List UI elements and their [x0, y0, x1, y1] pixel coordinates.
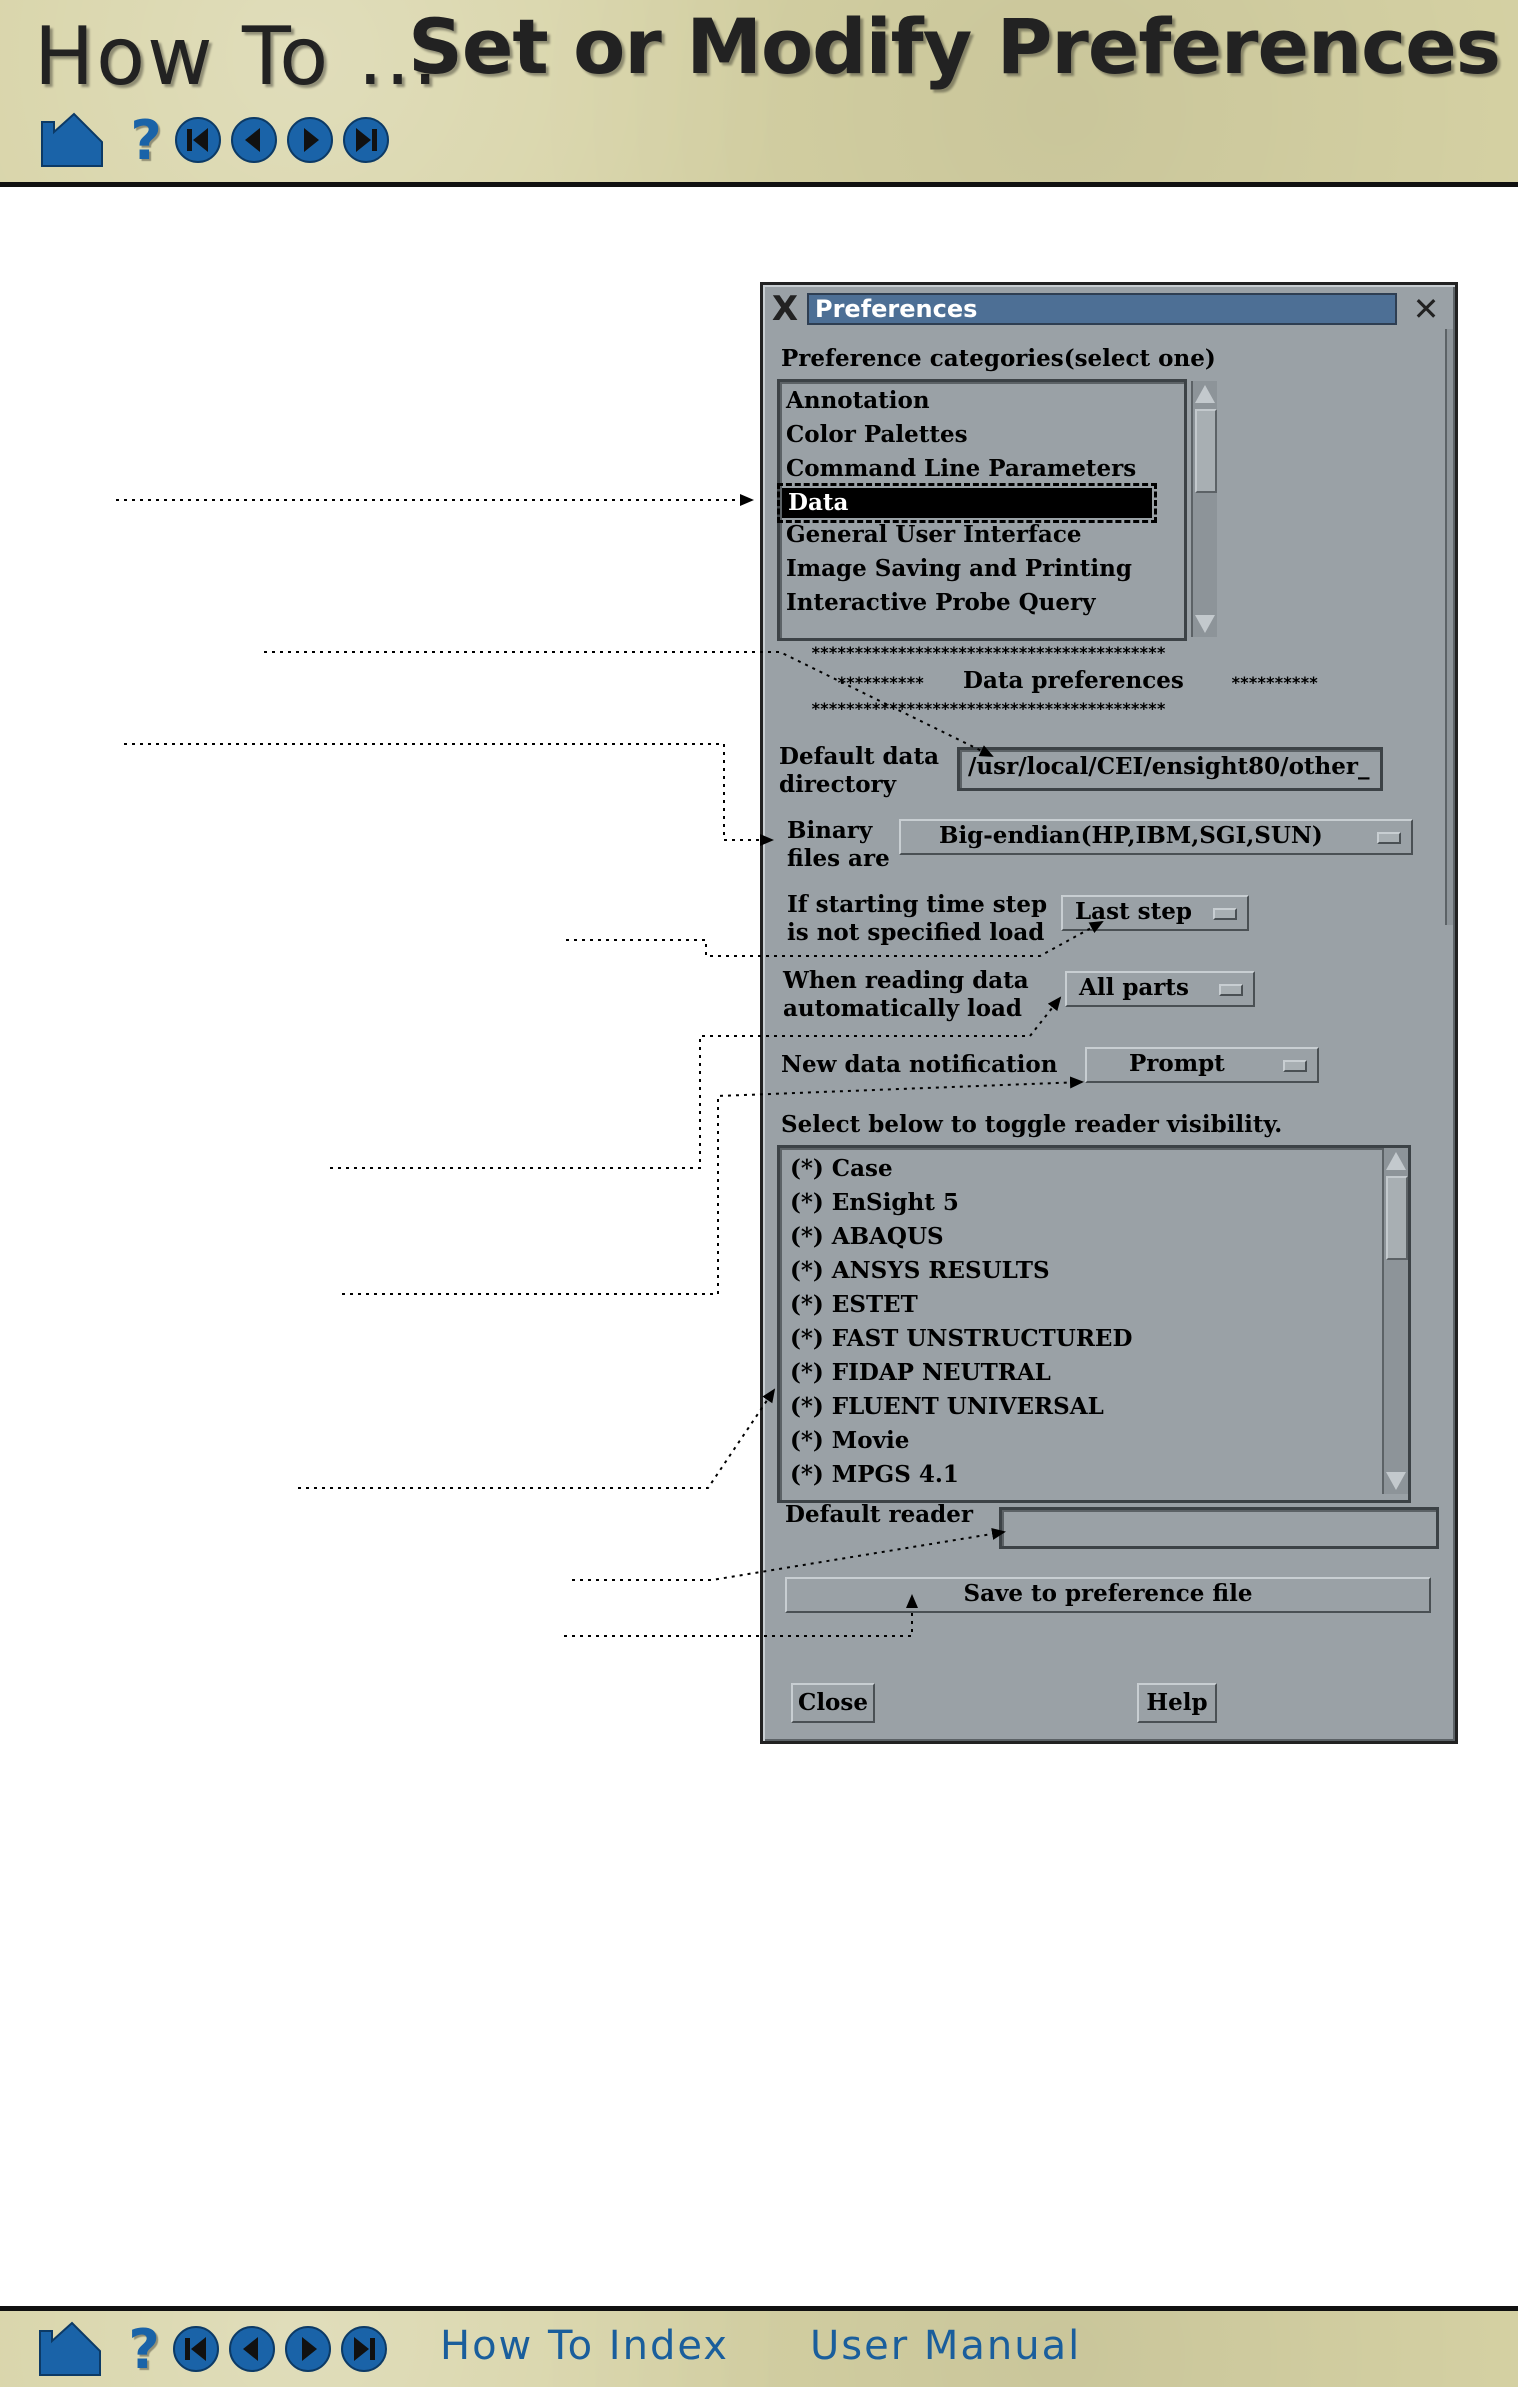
banner-stars-bottom: *****************************************: [811, 699, 1165, 718]
list-item[interactable]: Annotation: [786, 387, 930, 414]
dialog-scrollbar[interactable]: [1445, 329, 1453, 925]
list-item[interactable]: (*) EnSight 5: [790, 1189, 959, 1216]
section-title: How To ...: [34, 10, 440, 103]
x-window-icon: X: [771, 289, 799, 329]
default-reader-input[interactable]: [999, 1507, 1439, 1549]
binary-format-select[interactable]: [899, 819, 1413, 855]
notification-label: New data notification: [781, 1051, 1058, 1078]
binary-format-value: Big-endian(HP,IBM,SGI,SUN): [939, 822, 1323, 849]
start-step-label-line1: If starting time step: [787, 891, 1048, 918]
list-item-selected[interactable]: Data: [782, 488, 1152, 518]
list-item[interactable]: (*) ANSYS RESULTS: [790, 1257, 1050, 1284]
question-mark-icon[interactable]: ?: [130, 108, 162, 172]
readers-label: Select below to toggle reader visibility.: [781, 1111, 1283, 1138]
previous-page-icon[interactable]: [230, 116, 278, 164]
last-page-icon[interactable]: [342, 116, 390, 164]
how-to-index-link[interactable]: How To Index: [440, 2323, 729, 2369]
banner-title: Data preferences: [963, 667, 1184, 694]
footer-bar: [0, 2306, 1518, 2387]
scroll-up-icon[interactable]: [1386, 1152, 1406, 1170]
header-bar: [0, 0, 1518, 187]
scroll-down-icon[interactable]: [1386, 1472, 1406, 1490]
footer-nav: [38, 2317, 388, 2381]
default-reader-label: Default reader: [785, 1501, 973, 1528]
default-dir-label-line1: Default data: [779, 743, 939, 770]
preferences-dialog: [760, 282, 1458, 1744]
dropdown-indicator-icon: [1213, 908, 1237, 920]
previous-page-icon[interactable]: [228, 2325, 276, 2373]
list-item[interactable]: (*) FLUENT UNIVERSAL: [790, 1393, 1104, 1420]
dropdown-indicator-icon: [1283, 1060, 1307, 1072]
categories-list[interactable]: [777, 379, 1187, 641]
list-item[interactable]: Color Palettes: [786, 421, 968, 448]
close-button[interactable]: Close: [791, 1683, 875, 1723]
notification-select[interactable]: [1085, 1047, 1319, 1083]
list-item[interactable]: Interactive Probe Query: [786, 589, 1096, 616]
categories-label: Preference categories(select one): [781, 345, 1216, 372]
binary-label-line2: files are: [787, 845, 890, 872]
binary-label-line1: Binary: [787, 817, 873, 844]
binary-label: [787, 817, 890, 873]
start-step-label: [787, 891, 1047, 947]
auto-load-label: [783, 967, 1029, 1023]
auto-load-label-line2: automatically load: [783, 995, 1023, 1022]
notification-value: Prompt: [1129, 1050, 1225, 1077]
dropdown-indicator-icon: [1377, 832, 1401, 844]
readers-scrollbar[interactable]: [1382, 1148, 1408, 1494]
list-item[interactable]: Image Saving and Printing: [786, 555, 1132, 582]
auto-load-value: All parts: [1079, 974, 1190, 1001]
banner-stars-right: **********: [1231, 673, 1318, 692]
next-page-icon[interactable]: [286, 116, 334, 164]
save-preferences-button[interactable]: Save to preference file: [785, 1577, 1431, 1613]
start-step-select[interactable]: [1061, 895, 1249, 931]
list-item[interactable]: (*) Movie: [790, 1427, 910, 1454]
question-mark-icon[interactable]: ?: [128, 2317, 160, 2381]
default-dir-label-line2: directory: [779, 771, 897, 798]
scroll-down-icon[interactable]: [1195, 615, 1215, 633]
last-page-icon[interactable]: [340, 2325, 388, 2373]
next-page-icon[interactable]: [284, 2325, 332, 2373]
banner-stars-top: *****************************************: [811, 643, 1165, 662]
home-icon[interactable]: [38, 2321, 102, 2377]
dialog-titlebar[interactable]: [769, 291, 1443, 327]
auto-load-select[interactable]: [1065, 971, 1255, 1007]
callout-binary: [124, 744, 772, 840]
list-item[interactable]: (*) FIDAP NEUTRAL: [790, 1359, 1051, 1386]
list-item[interactable]: (*) Case: [790, 1155, 893, 1182]
first-page-icon[interactable]: [172, 2325, 220, 2373]
home-icon[interactable]: [40, 112, 104, 168]
list-item[interactable]: (*) MPGS 4.1: [790, 1461, 959, 1488]
dialog-title: Preferences: [807, 293, 1397, 325]
start-step-label-line2: is not specified load: [787, 919, 1045, 946]
help-button[interactable]: Help: [1137, 1683, 1217, 1723]
dropdown-indicator-icon: [1219, 984, 1243, 996]
user-manual-link[interactable]: User Manual: [810, 2323, 1082, 2369]
default-dir-label: [779, 743, 939, 799]
close-icon[interactable]: ✕: [1412, 290, 1440, 328]
list-item[interactable]: (*) ABAQUS: [790, 1223, 944, 1250]
page-title: Set or Modify Preferences: [408, 2, 1500, 91]
header-nav: [40, 108, 390, 172]
auto-load-label-line1: When reading data: [783, 967, 1029, 994]
readers-list[interactable]: [777, 1145, 1411, 1503]
callout-readers: [298, 1390, 774, 1488]
list-item[interactable]: (*) FAST UNSTRUCTURED: [790, 1325, 1133, 1352]
first-page-icon[interactable]: [174, 116, 222, 164]
scroll-thumb[interactable]: [1386, 1176, 1408, 1260]
start-step-value: Last step: [1075, 898, 1192, 925]
list-item[interactable]: (*) ESTET: [790, 1291, 918, 1318]
list-item[interactable]: General User Interface: [786, 521, 1082, 548]
scroll-thumb[interactable]: [1195, 409, 1217, 493]
scroll-up-icon[interactable]: [1195, 385, 1215, 403]
banner-stars-left: **********: [837, 673, 924, 692]
default-dir-input[interactable]: /usr/local/CEI/ensight80/other_: [957, 747, 1383, 791]
list-item[interactable]: Command Line Parameters: [786, 455, 1137, 482]
categories-scrollbar[interactable]: [1191, 381, 1217, 637]
